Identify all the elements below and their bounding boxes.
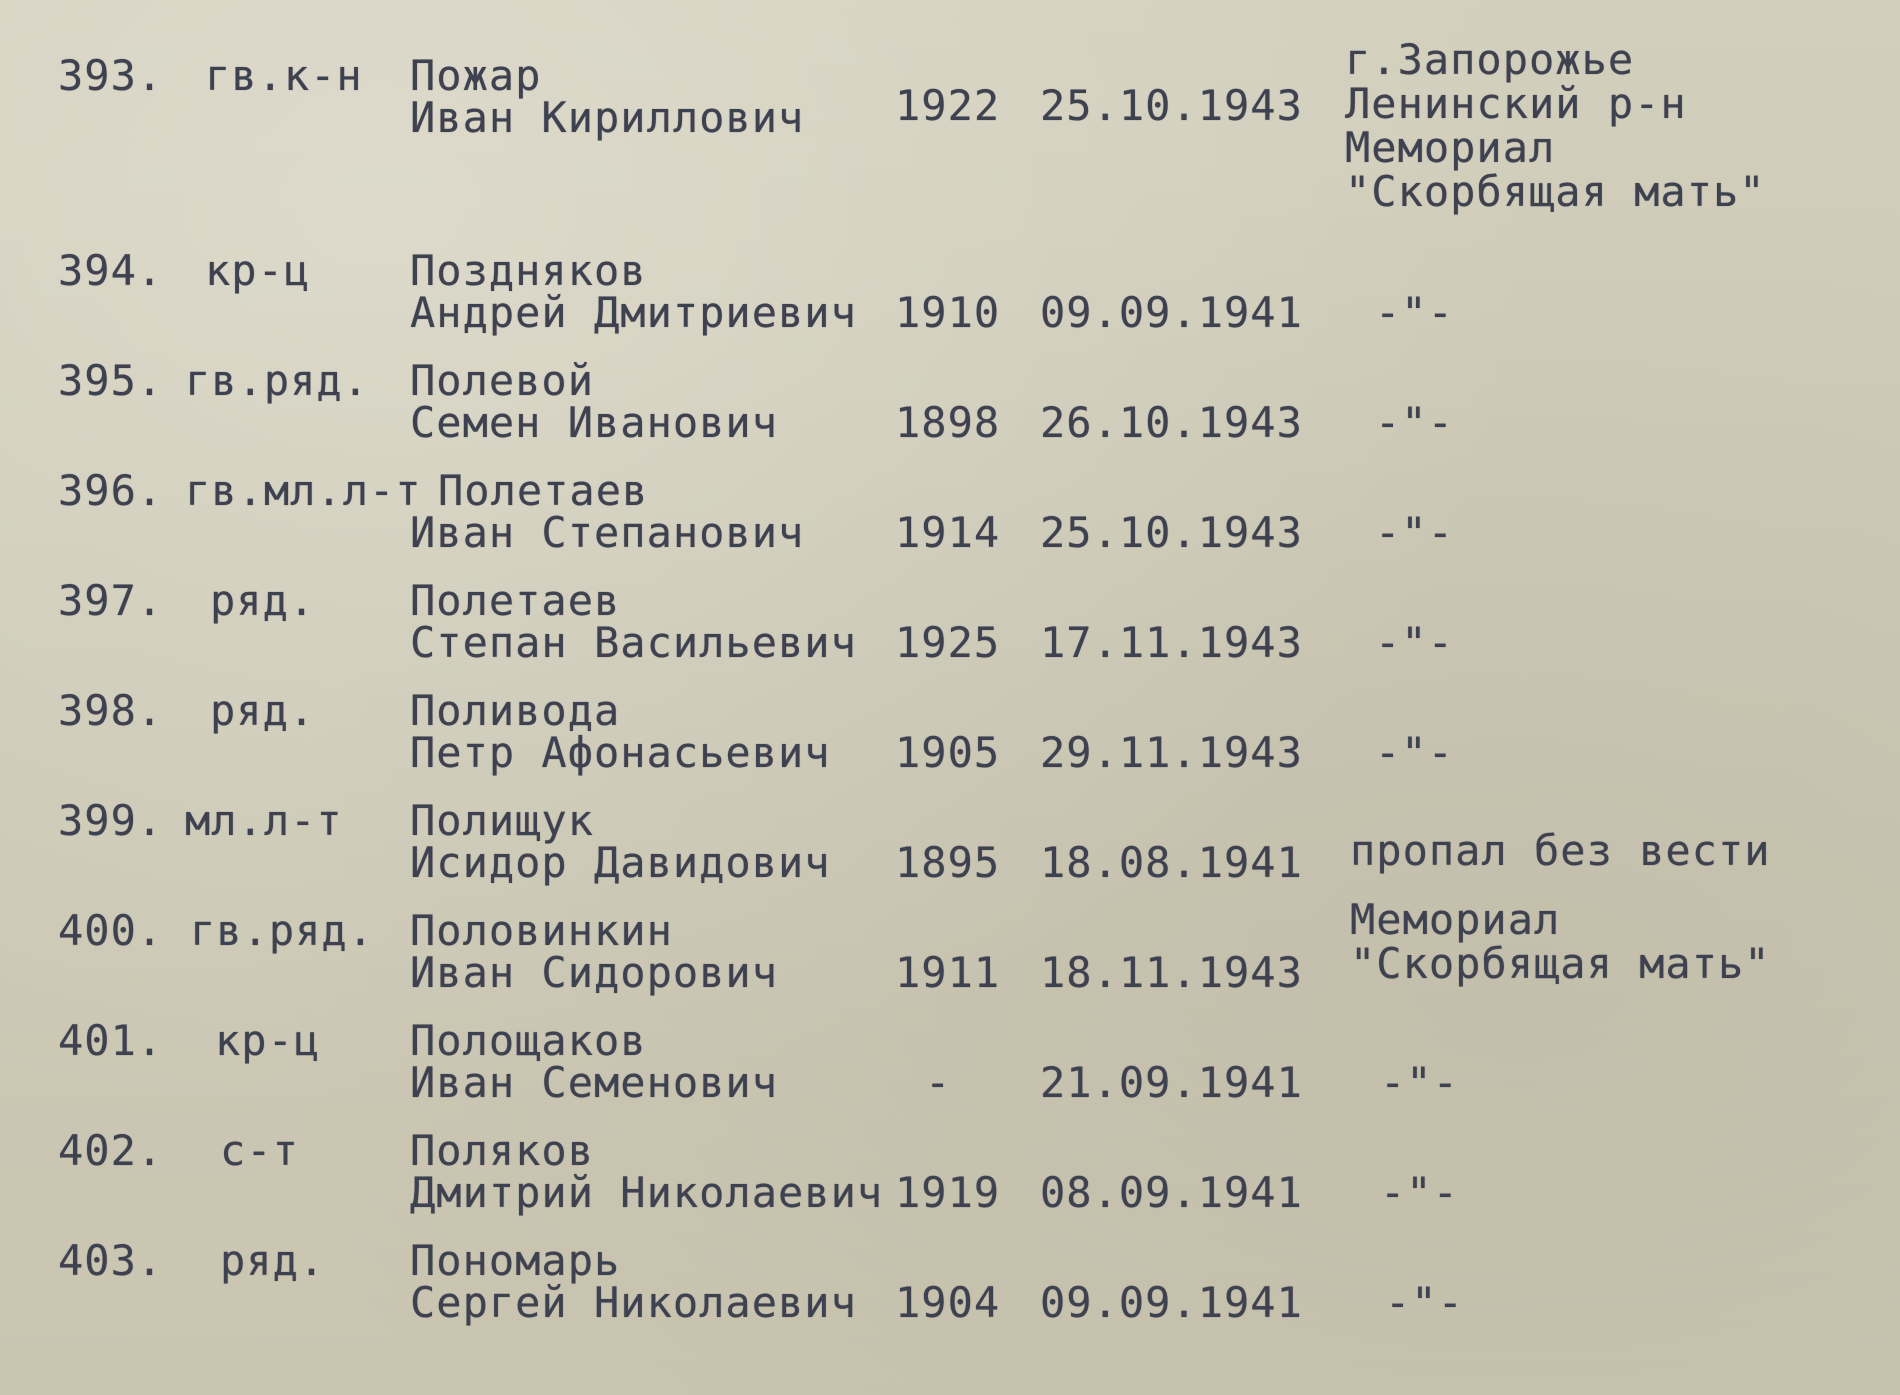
record-surname: Поляков (410, 1126, 595, 1175)
record-given-names: Исидор Давидович (410, 838, 831, 887)
record-given-names: Иван Кириллович (410, 93, 805, 142)
burial-line: Мемориал (1345, 123, 1556, 172)
record-given-names: Сергей Николаевич (410, 1278, 857, 1327)
record-given-names: Иван Семенович (410, 1058, 779, 1107)
record-death-date: 08.09.1941 (1040, 1168, 1303, 1217)
burial-line: г.Запорожье (1345, 35, 1635, 84)
record-burial-place (1350, 895, 1771, 988)
record-rank: с-т (220, 1126, 299, 1175)
record-rank: кр-ц (215, 1016, 321, 1065)
record-surname: Пономарь (410, 1236, 621, 1285)
record-birth-year: - (925, 1058, 952, 1107)
burial-line: "Скорбящая мать" (1345, 167, 1766, 216)
record-row (0, 576, 1900, 690)
record-burial-place: пропал без вести (1350, 826, 1771, 875)
record-death-date: 26.10.1943 (1040, 398, 1303, 447)
record-surname: Полевой (410, 356, 595, 405)
record-rank: ряд. (210, 686, 316, 735)
record-burial-place (1345, 35, 1766, 216)
record-surname: Полищук (410, 796, 595, 845)
record-surname: Поздняков (410, 246, 647, 295)
record-birth-year: 1905 (895, 728, 1001, 777)
record-death-date: 17.11.1943 (1040, 618, 1303, 667)
record-surname: Пожар (410, 51, 542, 100)
record-burial-place: -"- (1375, 728, 1454, 777)
record-burial-place: -"- (1380, 1168, 1459, 1217)
record-given-names: Иван Степанович (410, 508, 805, 557)
record-given-names: Андрей Дмитриевич (410, 288, 857, 337)
record-death-date: 25.10.1943 (1040, 508, 1303, 557)
record-burial-place: -"- (1375, 288, 1454, 337)
burial-line: "Скорбящая мать" (1350, 939, 1771, 988)
record-death-date: 29.11.1943 (1040, 728, 1303, 777)
record-death-date: 18.08.1941 (1040, 838, 1303, 887)
record-rank: гв.ряд. (190, 906, 375, 955)
record-number: 393. (58, 51, 164, 100)
record-number: 395. (58, 356, 164, 405)
burial-line: Ленинский р-н (1345, 79, 1687, 128)
record-burial-place: -"- (1375, 398, 1454, 447)
record-birth-year: 1898 (895, 398, 1001, 447)
record-number: 398. (58, 686, 164, 735)
record-row (0, 1236, 1900, 1350)
record-given-names: Семен Иванович (410, 398, 779, 447)
record-given-names: Дмитрий Николаевич (410, 1168, 884, 1217)
record-death-date: 18.11.1943 (1040, 948, 1303, 997)
record-rank: ряд. (220, 1236, 326, 1285)
record-death-date: 09.09.1941 (1040, 288, 1303, 337)
record-rank: гв.ряд. (185, 356, 370, 405)
record-given-names: Иван Сидорович (410, 948, 779, 997)
record-death-date: 09.09.1941 (1040, 1278, 1303, 1327)
record-rank: мл.л-т (185, 796, 343, 845)
record-rank: гв.мл.л-т (185, 466, 422, 515)
record-birth-year: 1925 (895, 618, 1001, 667)
record-surname: Полетаев (438, 466, 649, 515)
record-number: 400. (58, 906, 164, 955)
record-row (0, 1016, 1900, 1130)
burial-line: Мемориал (1350, 895, 1561, 944)
record-rank: ряд. (210, 576, 316, 625)
record-birth-year: 1910 (895, 288, 1001, 337)
record-burial-place: -"- (1375, 618, 1454, 667)
record-row (0, 686, 1900, 800)
record-burial-place: -"- (1380, 1058, 1459, 1107)
record-birth-year: 1914 (895, 508, 1001, 557)
record-row (0, 1126, 1900, 1240)
record-birth-year: 1904 (895, 1278, 1001, 1327)
record-number: 403. (58, 1236, 164, 1285)
record-row (0, 466, 1900, 580)
record-given-names: Петр Афонасьевич (410, 728, 831, 777)
record-birth-year: 1911 (895, 948, 1001, 997)
record-burial-place: -"- (1375, 508, 1454, 557)
record-birth-year: 1919 (895, 1168, 1001, 1217)
record-death-date: 21.09.1941 (1040, 1058, 1303, 1107)
record-death-date: 25.10.1943 (1040, 81, 1303, 130)
record-row (0, 356, 1900, 470)
record-number: 396. (58, 466, 164, 515)
record-number: 397. (58, 576, 164, 625)
record-birth-year: 1895 (895, 838, 1001, 887)
record-number: 394. (58, 246, 164, 295)
record-rank: кр-ц (205, 246, 311, 295)
record-row (0, 246, 1900, 360)
record-surname: Полетаев (410, 576, 621, 625)
record-number: 401. (58, 1016, 164, 1065)
record-given-names: Степан Васильевич (410, 618, 857, 667)
record-surname: Полощаков (410, 1016, 647, 1065)
record-number: 399. (58, 796, 164, 845)
record-row (0, 796, 1900, 910)
record-birth-year: 1922 (895, 81, 1001, 130)
record-rank: гв.к-н (205, 51, 363, 100)
record-number: 402. (58, 1126, 164, 1175)
record-burial-place: -"- (1385, 1278, 1464, 1327)
record-surname: Половинкин (410, 906, 673, 955)
record-surname: Поливода (410, 686, 621, 735)
